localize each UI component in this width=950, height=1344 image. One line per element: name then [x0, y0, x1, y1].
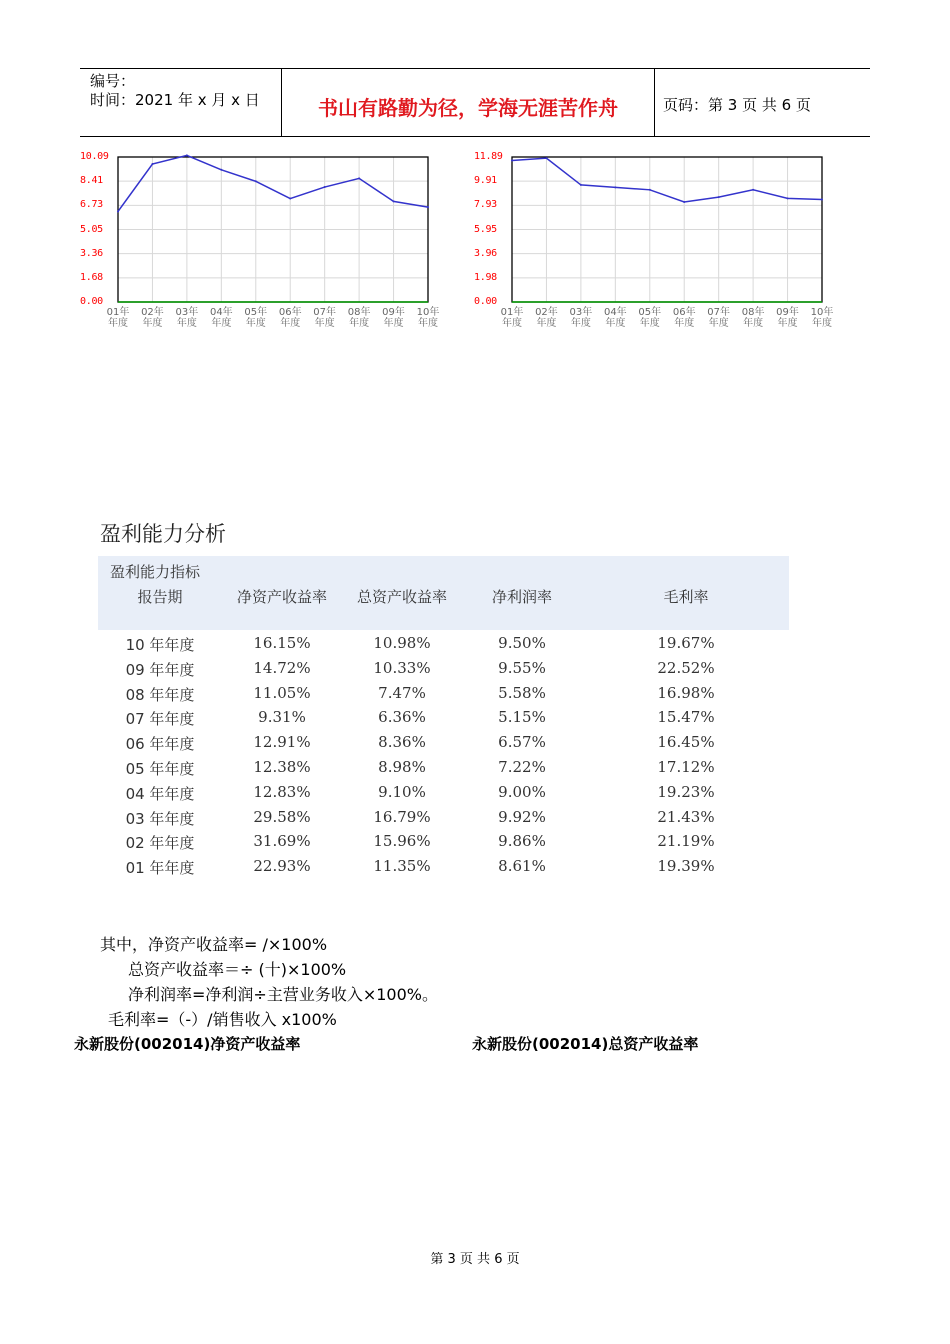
cell-roe: 12.83%: [253, 782, 311, 801]
x-tick-label: 08年 年度: [347, 307, 371, 329]
cell-period: 08 年年度: [125, 685, 195, 704]
cell-roe: 22.93%: [253, 857, 311, 876]
cell-roe: 14.72%: [253, 658, 311, 677]
cell-net-margin: 6.57%: [498, 733, 546, 752]
column-header-gross-margin: 毛利率: [663, 588, 709, 606]
data-point: [220, 169, 222, 171]
cell-roe: 31.69%: [253, 832, 311, 851]
formula-roe: 其中，净资产收益率= /×100%: [100, 935, 328, 954]
page-footer: 第 3 页 共 6 页: [430, 1252, 520, 1267]
x-tick-label: 02年 年度: [535, 307, 558, 329]
formula-gross-margin: 毛利率=（-）/销售收入 x100%: [108, 1010, 337, 1029]
data-point: [289, 198, 291, 200]
data-point: [821, 199, 823, 201]
cell-net-margin: 9.92%: [498, 807, 546, 826]
column-header-period: 报告期: [137, 588, 183, 606]
data-point: [718, 196, 720, 198]
y-tick-label: 5.05: [80, 223, 103, 235]
header-motto: 书山有路勤为径，学海无涯苦作舟: [318, 96, 618, 120]
cell-net-margin: 8.61%: [498, 857, 546, 876]
data-point: [649, 189, 651, 191]
cell-roa: 7.47%: [378, 683, 426, 702]
cell-gross-margin: 16.98%: [657, 683, 715, 702]
cell-gross-margin: 21.19%: [657, 832, 715, 851]
x-tick-label: 02年 年度: [141, 307, 164, 329]
cell-period: 02 年年度: [125, 834, 195, 853]
roa-line-chart: [472, 150, 832, 340]
roe-line-chart: [78, 150, 438, 340]
cell-roa: 11.35%: [373, 857, 431, 876]
column-header-net-margin: 净利润率: [491, 588, 552, 606]
cell-period: 04 年年度: [125, 784, 195, 803]
y-tick-label: 11.89: [474, 151, 503, 162]
data-point: [324, 186, 326, 188]
cell-gross-margin: 21.43%: [657, 807, 715, 826]
cell-gross-margin: 17.12%: [657, 758, 715, 776]
cell-gross-margin: 19.39%: [657, 857, 715, 876]
y-tick-label: 1.68: [80, 271, 103, 283]
data-point: [427, 206, 429, 208]
data-point: [683, 201, 685, 203]
header-top-rule: [80, 68, 870, 69]
data-point: [358, 177, 360, 179]
header-number: 编号：: [90, 72, 136, 90]
cell-net-margin: 5.15%: [498, 708, 546, 727]
cell-roa: 6.36%: [378, 708, 426, 727]
x-tick-label: 07年 年度: [313, 307, 337, 329]
x-tick-label: 06年 年度: [672, 307, 696, 329]
data-point: [752, 189, 754, 191]
formula-roa: 总资产收益率＝÷ (十)×100%: [128, 960, 347, 979]
data-point: [511, 160, 513, 162]
cell-net-margin: 9.55%: [498, 658, 546, 677]
cell-net-margin: 9.86%: [498, 832, 546, 851]
x-tick-label: 09年 年度: [776, 307, 799, 329]
column-header-roa: 总资产收益率: [356, 588, 447, 606]
caption-roa-chart: 永新股份(002014)总资产收益率: [472, 1035, 699, 1053]
series-line: [118, 155, 428, 211]
series-line: [512, 158, 822, 202]
cell-roe: 11.05%: [253, 683, 311, 702]
column-header-roe: 净资产收益率: [236, 588, 327, 606]
cell-net-margin: 7.22%: [498, 758, 546, 776]
x-tick-label: 10年 年度: [416, 307, 440, 329]
header-divider-right: [654, 68, 655, 136]
header-page-info: 页码：第 3 页 共 6 页: [663, 96, 811, 114]
x-tick-label: 10年 年度: [810, 307, 834, 329]
cell-roa: 10.33%: [373, 658, 431, 677]
y-tick-label: 7.93: [474, 199, 497, 211]
x-tick-label: 01年 年度: [500, 307, 524, 329]
cell-period: 05 年年度: [125, 760, 195, 778]
y-tick-label: 9.91: [474, 175, 497, 187]
cell-roe: 16.15%: [253, 634, 311, 652]
cell-roe: 12.38%: [253, 758, 311, 776]
indicator-label: 盈利能力指标: [110, 563, 201, 581]
x-tick-label: 06年 年度: [278, 307, 302, 329]
y-tick-label: 10.09: [80, 151, 109, 162]
cell-gross-margin: 19.23%: [657, 782, 715, 801]
x-tick-label: 07年 年度: [707, 307, 731, 329]
x-tick-label: 09年 年度: [382, 307, 405, 329]
x-tick-label: 01年 年度: [106, 307, 130, 329]
data-point: [151, 163, 153, 165]
header-meta: [90, 72, 260, 110]
x-tick-label: 04年 年度: [603, 307, 627, 329]
cell-roe: 12.91%: [253, 733, 311, 752]
cell-gross-margin: 16.45%: [657, 733, 715, 752]
y-tick-label: 0.00: [474, 296, 497, 307]
x-tick-label: 03年 年度: [175, 307, 199, 329]
cell-gross-margin: 15.47%: [657, 708, 715, 727]
cell-net-margin: 5.58%: [498, 683, 546, 702]
cell-period: 01 年年度: [125, 859, 195, 878]
data-point: [580, 184, 582, 186]
cell-roa: 15.96%: [373, 832, 431, 851]
cell-roe: 29.58%: [253, 807, 311, 826]
cell-roa: 9.10%: [378, 782, 426, 801]
data-point: [186, 154, 188, 156]
section-title: 盈利能力分析: [100, 522, 226, 546]
x-tick-label: 05年 年度: [244, 307, 268, 329]
x-tick-label: 05年 年度: [638, 307, 662, 329]
cell-period: 10 年年度: [125, 636, 195, 654]
cell-period: 09 年年度: [125, 660, 195, 679]
cell-roe: 9.31%: [258, 708, 306, 727]
data-point: [614, 186, 616, 188]
cell-roa: 8.36%: [378, 733, 426, 752]
cell-net-margin: 9.50%: [498, 634, 546, 652]
caption-roe-chart: 永新股份(002014)净资产收益率: [74, 1035, 301, 1053]
y-tick-label: 5.95: [474, 223, 497, 235]
x-tick-label: 08年 年度: [741, 307, 765, 329]
header-bottom-rule: [80, 136, 870, 137]
cell-period: 07 年年度: [125, 710, 195, 729]
y-tick-label: 1.98: [474, 271, 497, 283]
y-tick-label: 6.73: [80, 199, 103, 211]
cell-roa: 10.98%: [373, 634, 431, 652]
cell-roa: 8.98%: [378, 758, 426, 776]
cell-gross-margin: 22.52%: [657, 658, 715, 677]
formula-net-margin: 净利润率=净利润÷主营业务收入×100%。: [128, 985, 438, 1004]
data-point: [255, 180, 257, 182]
y-tick-label: 3.96: [474, 247, 497, 259]
data-point: [545, 157, 547, 159]
y-tick-label: 3.36: [80, 247, 103, 259]
cell-roa: 16.79%: [373, 807, 431, 826]
y-tick-label: 0.00: [80, 296, 103, 307]
x-tick-label: 04年 年度: [209, 307, 233, 329]
cell-period: 03 年年度: [125, 809, 195, 828]
y-tick-label: 8.41: [80, 175, 103, 187]
cell-period: 06 年年度: [125, 735, 195, 754]
cell-net-margin: 9.00%: [498, 782, 546, 801]
x-tick-label: 03年 年度: [569, 307, 593, 329]
data-point: [787, 197, 789, 199]
cell-gross-margin: 19.67%: [657, 634, 715, 652]
data-point: [117, 210, 119, 212]
data-point: [393, 200, 395, 202]
header-divider-left: [281, 68, 282, 136]
header-date: 时间：2021 年 x 月 x 日: [90, 91, 260, 109]
